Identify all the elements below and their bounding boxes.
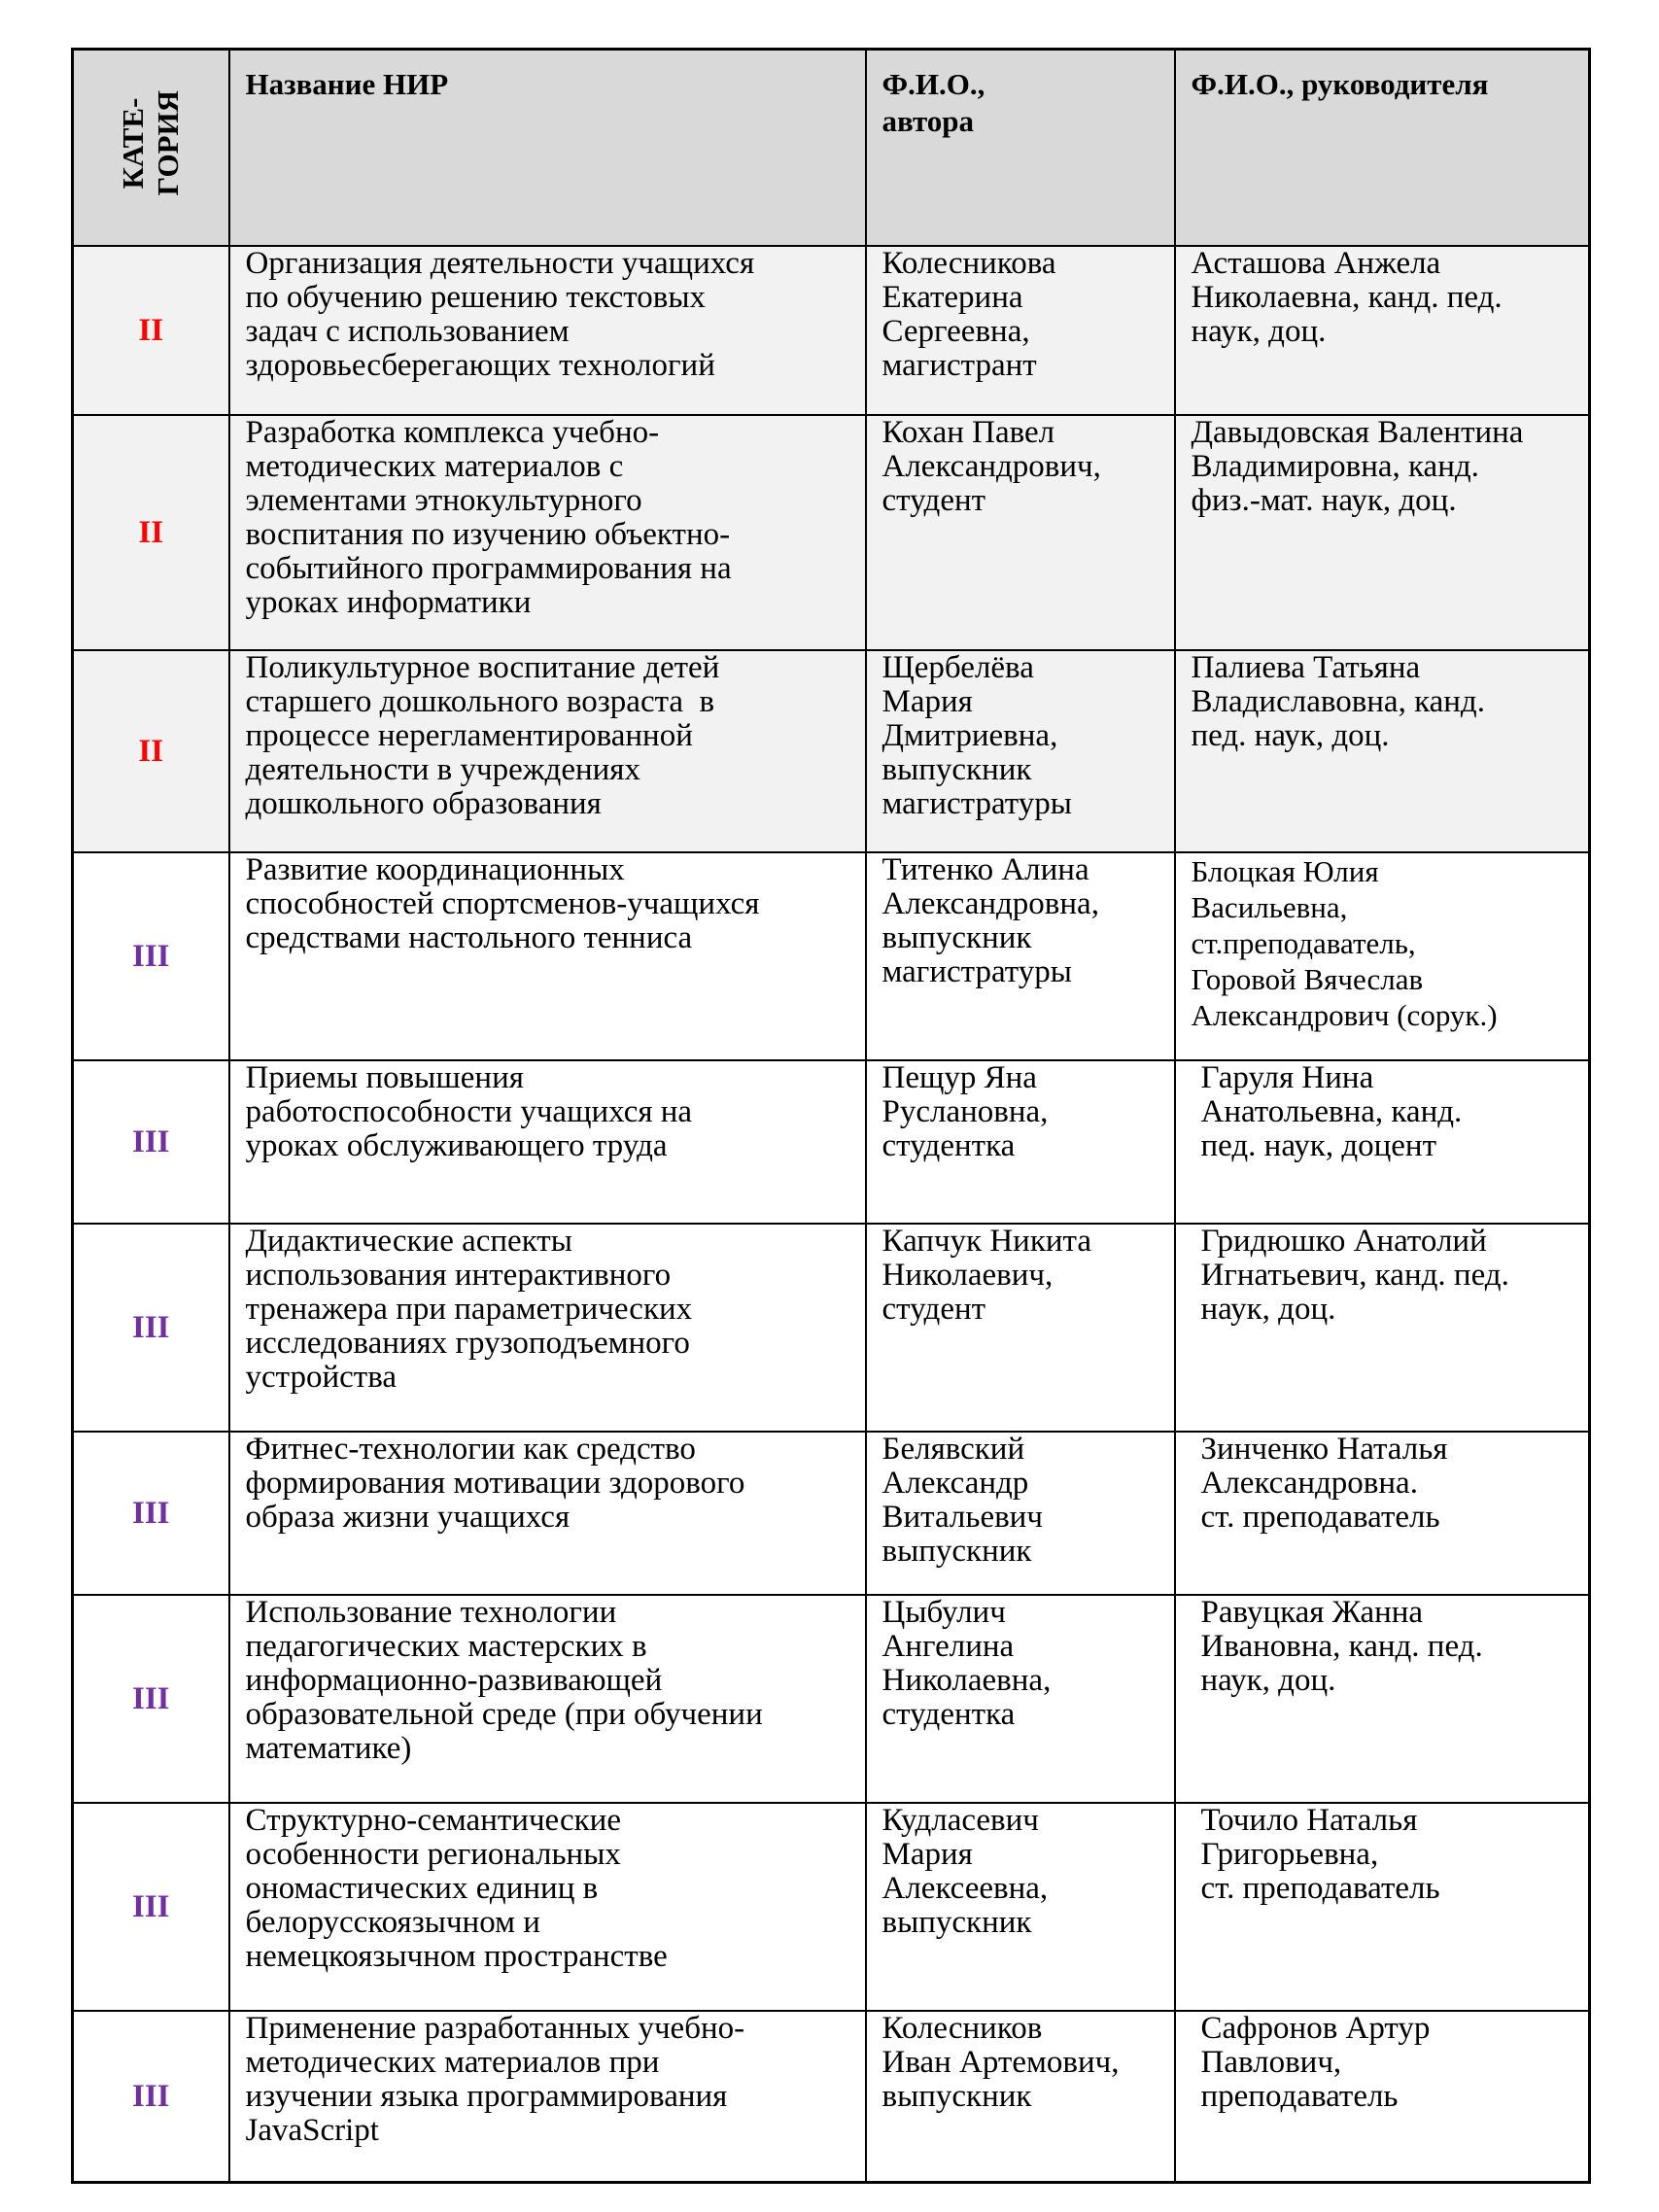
column-header-supervisor: Ф.И.О., руководителя [1175, 50, 1590, 247]
supervisor-cell-line: Григорьевна, [1200, 1837, 1379, 1872]
supervisor-cell-line: Владимировна, канд. [1191, 449, 1479, 484]
title-cell [229, 1060, 866, 1224]
author-cell-line: Витальевич [881, 1500, 1043, 1535]
category-cell: III [73, 1803, 229, 2011]
table-row [73, 2011, 1590, 2183]
title-cell-line: Развитие координационных [245, 852, 625, 887]
author-cell-line: Кохан Павел [881, 415, 1055, 450]
title-cell-line: методических материалов с [245, 449, 624, 484]
author-cell [866, 1224, 1175, 1432]
title-cell-line: процессе нерегламентированной [245, 718, 693, 753]
author-cell-line: Щербелёва [881, 650, 1034, 685]
supervisor-cell-line: Игнатьевич, канд. пед. [1200, 1258, 1509, 1293]
category-cell: III [73, 852, 229, 1060]
supervisor-cell-line: наук, доц. [1200, 1292, 1336, 1327]
author-cell-line: Мария [881, 684, 973, 719]
title-cell-line: Дидактические аспекты [245, 1224, 572, 1259]
author-cell-line: Николаевич, [881, 1258, 1054, 1293]
author-cell-line: Колесникова [881, 246, 1056, 281]
author-cell-line: Алексеевна, [881, 1871, 1049, 1906]
author-cell [866, 246, 1175, 415]
supervisor-cell [1175, 246, 1590, 415]
supervisor-cell-line: Александрович (сорук.) [1191, 998, 1498, 1032]
column-header-title: Название НИР [229, 50, 866, 247]
column-header-author [866, 50, 1175, 247]
author-cell-line: Александровна, [881, 886, 1099, 921]
category-cell: III [73, 1432, 229, 1595]
category-cell: III [73, 1595, 229, 1803]
table-header-row [73, 50, 1590, 247]
title-cell-line: Разработка комплекса учебно- [245, 415, 660, 450]
author-cell-line: магистрант [881, 348, 1037, 383]
title-cell [229, 650, 866, 852]
title-cell-line: Применение разработанных учебно- [245, 2011, 745, 2046]
title-cell-line: воспитания по изучению объектно- [245, 517, 731, 552]
title-cell [229, 1432, 866, 1595]
table-row [73, 246, 1590, 415]
column-header-category [73, 50, 229, 247]
supervisor-cell [1175, 650, 1590, 852]
table-row [73, 650, 1590, 852]
supervisor-cell-line: Зинченко Наталья [1200, 1432, 1448, 1467]
author-cell-line: выпускник [881, 2079, 1032, 2114]
category-cell: III [73, 2011, 229, 2183]
author-cell [866, 852, 1175, 1060]
supervisor-cell-line: пед. наук, доцент [1200, 1128, 1437, 1163]
author-cell-line: выпускник [881, 752, 1032, 787]
supervisor-cell [1175, 1803, 1590, 2011]
supervisor-cell-line: Сафронов Артур [1200, 2011, 1431, 2046]
author-header-line: Ф.И.О., [881, 67, 985, 101]
category-cell: III [73, 1060, 229, 1224]
author-cell-line: студентка [881, 1128, 1016, 1163]
title-cell-line: здоровьесберегающих технологий [245, 348, 715, 383]
author-cell-line: Кудласевич [881, 1803, 1039, 1838]
supervisor-cell [1175, 1595, 1590, 1803]
supervisor-cell-line: Блоцкая Юлия [1191, 854, 1379, 888]
supervisor-cell-line: Асташова Анжела [1191, 246, 1441, 281]
title-cell-line: немецкоязычном пространстве [245, 1939, 668, 1974]
title-cell-line: старшего дошкольного возраста в [245, 684, 715, 719]
title-cell-line: использования интерактивного [245, 1258, 672, 1293]
category-cell: II [73, 415, 229, 650]
author-cell-line: Белявский [881, 1432, 1025, 1467]
author-cell-line: студентка [881, 1697, 1016, 1732]
title-cell-line: работоспособности учащихся на [245, 1094, 693, 1129]
category-header-text: КАТЕ- ГОРИЯ [116, 90, 186, 196]
supervisor-cell-line: Владиславовна, канд. [1191, 684, 1485, 719]
title-cell-line: ономастических единиц в [245, 1871, 599, 1906]
author-cell [866, 1432, 1175, 1595]
supervisor-cell-line: пед. наук, доц. [1191, 718, 1390, 753]
title-cell [229, 246, 866, 415]
author-cell-line: Александр [881, 1466, 1029, 1501]
title-cell-line: средствами настольного тенниса [245, 920, 693, 955]
author-cell-line: студент [881, 1292, 986, 1327]
author-cell [866, 1595, 1175, 1803]
title-cell-line: JavaScript [245, 2113, 379, 2148]
supervisor-cell-line: Александровна. [1200, 1466, 1418, 1501]
author-cell-line: выпускник [881, 1534, 1032, 1569]
author-cell [866, 415, 1175, 650]
title-cell-line: уроках обслуживающего труда [245, 1128, 668, 1163]
supervisor-cell-line: Павлович, [1200, 2045, 1342, 2080]
title-cell-line: уроках информатики [245, 585, 532, 620]
supervisor-cell-line: Равуцкая Жанна [1200, 1595, 1424, 1630]
author-cell-line: Иван Артемович, [881, 2045, 1120, 2080]
author-cell [866, 2011, 1175, 2183]
author-cell-line: Николаевна, [881, 1663, 1052, 1698]
title-cell [229, 1595, 866, 1803]
author-cell-line: Титенко Алина [881, 852, 1089, 887]
author-cell [866, 1803, 1175, 2011]
title-cell-line: Фитнес-технологии как средство [245, 1432, 696, 1467]
title-cell-line: информационно-развивающей [245, 1663, 663, 1698]
author-cell-line: выпускник [881, 1905, 1032, 1940]
supervisor-cell-line: Анатольевна, канд. [1200, 1094, 1463, 1129]
supervisor-cell-line: Гаруля Нина [1200, 1060, 1374, 1095]
table-body [73, 246, 1590, 2183]
supervisor-cell-line: ст. преподаватель [1200, 1871, 1440, 1906]
supervisor-cell [1175, 415, 1590, 650]
author-cell [866, 650, 1175, 852]
category-cell: II [73, 246, 229, 415]
author-cell-line: Цыбулич [881, 1595, 1006, 1630]
supervisor-cell-line: наук, доц. [1191, 314, 1327, 349]
supervisor-cell-line: Николаевна, канд. пед. [1191, 280, 1503, 315]
table-row [73, 1224, 1590, 1432]
category-cell: II [73, 650, 229, 852]
supervisor-cell-line: Давыдовская Валентина [1191, 415, 1524, 450]
title-cell-line: тренажера при параметрических [245, 1292, 693, 1327]
title-cell [229, 1224, 866, 1432]
table-row [73, 1060, 1590, 1224]
title-cell-line: белорусскоязычном и [245, 1905, 540, 1940]
author-cell [866, 1060, 1175, 1224]
author-cell-line: Пещур Яна [881, 1060, 1037, 1095]
supervisor-cell-line: ст. преподаватель [1200, 1500, 1440, 1535]
title-cell-line: задач с использованием [245, 314, 570, 349]
title-cell-line: Использование технологии [245, 1595, 617, 1630]
supervisor-cell [1175, 1060, 1590, 1224]
author-header-line: автора [881, 104, 975, 138]
research-works-table [71, 48, 1591, 2184]
title-cell-line: деятельности в учреждениях [245, 752, 640, 787]
supervisor-cell-line: Палиева Татьяна [1191, 650, 1421, 685]
title-cell [229, 1803, 866, 2011]
supervisor-cell-line: преподаватель [1200, 2079, 1399, 2114]
table-row [73, 1432, 1590, 1595]
author-cell-line: Руслановна, [881, 1094, 1049, 1129]
table-row [73, 1595, 1590, 1803]
category-cell: III [73, 1224, 229, 1432]
title-cell-line: особенности региональных [245, 1837, 621, 1872]
title-cell-line: способностей спортсменов-учащихся [245, 886, 760, 921]
supervisor-cell [1175, 1224, 1590, 1432]
title-cell-line: по обучению решению текстовых [245, 280, 707, 315]
supervisor-cell-line: Васильевна, [1191, 890, 1348, 924]
title-cell-line: математике) [245, 1731, 412, 1766]
author-cell-line: студент [881, 483, 986, 518]
author-cell-line: Сергеевна, [881, 314, 1030, 349]
supervisor-cell-line: наук, доц. [1200, 1663, 1336, 1698]
title-cell-line: устройства [245, 1360, 397, 1395]
title-cell [229, 2011, 866, 2183]
table-row [73, 1803, 1590, 2011]
author-cell-line: выпускник [881, 920, 1032, 955]
author-cell-line: магистратуры [881, 786, 1072, 821]
supervisor-cell-line: физ.-мат. наук, доц. [1191, 483, 1457, 518]
supervisor-cell-line: Точило Наталья [1200, 1803, 1418, 1838]
author-cell-line: Капчук Никита [881, 1224, 1091, 1259]
author-cell-line: Дмитриевна, [881, 718, 1058, 753]
author-cell-line: Мария [881, 1837, 973, 1872]
supervisor-cell-line: Гридюшко Анатолий [1200, 1224, 1487, 1259]
supervisor-cell [1175, 852, 1590, 1060]
title-cell [229, 415, 866, 650]
title-cell-line: Приемы повышения [245, 1060, 524, 1095]
title-cell-line: Структурно-семантические [245, 1803, 621, 1838]
title-cell-line: формирования мотивации здорового [245, 1466, 745, 1501]
title-cell-line: методических материалов при [245, 2045, 660, 2080]
title-cell [229, 852, 866, 1060]
title-cell-line: педагогических мастерских в [245, 1629, 647, 1664]
supervisor-cell-line: ст.преподаватель, [1191, 926, 1416, 960]
supervisor-cell-line: Ивановна, канд. пед. [1200, 1629, 1483, 1664]
table-row [73, 852, 1590, 1060]
title-cell-line: образа жизни учащихся [245, 1500, 570, 1535]
supervisor-cell-line: Горовой Вячеслав [1191, 962, 1424, 996]
title-cell-line: изучении языка программирования [245, 2079, 728, 2114]
title-cell-line: событийного программирования на [245, 551, 732, 586]
title-cell-line: исследованиях грузоподъемного [245, 1326, 690, 1361]
title-cell-line: Поликультурное воспитание детей [245, 650, 720, 685]
title-cell-line: элементами этнокультурного [245, 483, 642, 518]
supervisor-cell [1175, 2011, 1590, 2183]
title-cell-line: образовательной среде (при обучении [245, 1697, 763, 1732]
author-cell-line: магистратуры [881, 954, 1072, 989]
author-cell-line: Колесников [881, 2011, 1043, 2046]
title-cell-line: дошкольного образования [245, 786, 602, 821]
author-cell-line: Александрович, [881, 449, 1101, 484]
title-cell-line: Организация деятельности учащихся [245, 246, 755, 281]
supervisor-cell [1175, 1432, 1590, 1595]
table-row [73, 415, 1590, 650]
author-cell-line: Екатерина [881, 280, 1023, 315]
author-cell-line: Ангелина [881, 1629, 1015, 1664]
